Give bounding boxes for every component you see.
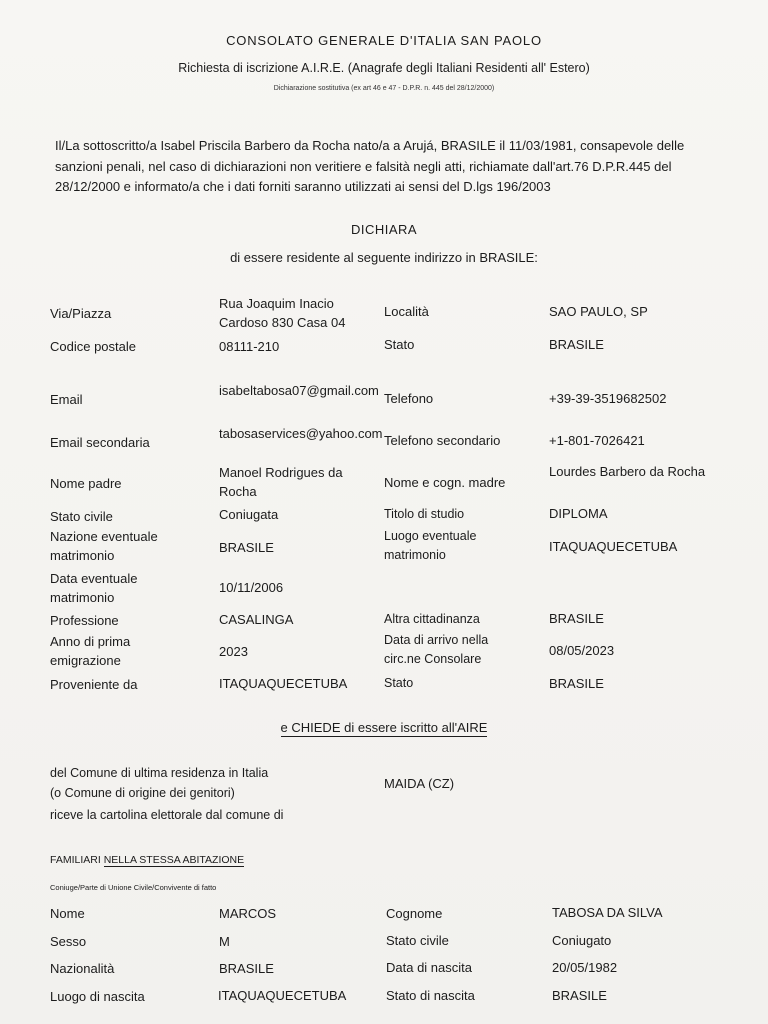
fam-luogo-label: Luogo di nascita [50,989,145,1004]
padre-label: Nome padre [50,476,122,491]
localita-label: Località [384,304,429,319]
anno-emig-value: 2023 [219,644,248,659]
via-label: Via/Piazza [50,306,112,321]
family-title [50,854,244,866]
data-matr-value: 10/11/2006 [219,580,284,595]
fam-civile-label: Stato civile [386,933,449,948]
comune-line2: (o Comune di origine dei genitori) [50,786,235,800]
fam-naz-value: BRASILE [219,961,274,976]
localita-value: SAO PAULO, SP [549,304,648,319]
legal-note: Dichiarazione sostitutiva (ex art 46 e 47 - D.P.R. n. 445 del 28/12/2000) [273,85,495,92]
madre-value: Lourdes Barbero da Rocha [549,464,706,479]
consulate-title: CONSOLATO GENERALE D'ITALIA SAN PAOLO [226,33,542,48]
email2-value: tabosaservices@yahoo.com [219,426,383,441]
comune-value: MAIDA (CZ) [384,776,455,791]
request-title [0,720,768,735]
comune-line3: riceve la cartolina elettorale dal comune di [50,808,284,822]
request-title-text: e CHIEDE di essere iscritto all'AIRE [280,720,488,735]
naz-matr-value: BRASILE [219,540,274,555]
altra-citt-value: BRASILE [549,611,604,626]
family-subtitle: Coniuge/Parte di Unione Civile/Convivente di fatto [50,883,217,892]
luogo-matr-value: ITAQUAQUECETUBA [549,539,678,554]
fam-cognome-value: TABOSA DA SILVA [552,905,663,920]
civile-value: Coniugata [219,507,279,522]
stato-value: BRASILE [549,337,604,352]
stato-label: Stato [384,337,415,352]
professione-label: Professione [50,613,119,628]
studio-value: DIPLOMA [549,506,608,521]
fam-sesso-value: M [219,934,230,949]
proveniente-label: Proveniente da [50,677,138,692]
email2-label: Email secondaria [50,435,150,450]
fam-civile-value: Coniugato [552,933,612,948]
fam-stato-nascita-value: BRASILE [552,988,607,1003]
cap-label: Codice postale [50,339,136,354]
fam-naz-label: Nazionalità [50,961,115,976]
telefono-label: Telefono [384,391,434,406]
arrivo-value: 08/05/2023 [549,643,615,658]
naz-matr-label: Nazione eventuale matrimonio [50,529,158,563]
email-label: Email [50,392,83,407]
telefono2-value: +1-801-7026421 [549,433,645,448]
fam-stato-nascita-label: Stato di nascita [386,988,475,1003]
luogo-matr-label: Luogo eventuale matrimonio [384,529,477,562]
fam-sesso-label: Sesso [50,934,87,949]
padre-value: Manoel Rodrigues da Rocha [219,465,343,499]
civile-label: Stato civile [50,509,113,524]
cap-value: 08111-210 [219,339,280,354]
telefono-value: +39-39-3519682502 [549,391,667,406]
stato2-value: BRASILE [549,676,604,691]
comune-line1: del Comune di ultima residenza in Italia [50,766,269,780]
fam-nome-label: Nome [50,906,85,921]
fam-nascita-label: Data di nascita [386,960,472,975]
telefono2-label: Telefono secondario [384,433,501,448]
stato2-label: Stato [384,676,414,690]
via-value: Rua Joaquim Inacio Cardoso 830 Casa 04 [219,296,346,330]
studio-label: Titolo di studio [384,507,465,521]
altra-citt-label: Altra cittadinanza [384,612,480,626]
intro-paragraph: Il/La sottoscritto/a Isabel Priscila Barbero da Rocha nato/a a Arujá, BRASILE il 11/03/1981, consapevole delle sanzioni penali, nel caso di dichiarazioni non veritiere e falsità negli atti, richiamate dall'art.76 D.P.R.445 del 28/12/2000 e informato/a che i dati forniti saranno utilizzati ai sensi del D.lgs 196/2003 [55,138,685,194]
declaration-title: DICHIARA [350,222,418,237]
fam-nome-value: MARCOS [219,906,277,921]
request-title: Richiesta di iscrizione A.I.R.E. (Anagrafe degli Italiani Residenti all' Estero) [178,61,590,75]
madre-label: Nome e cogn. madre [384,475,506,490]
professione-value: CASALINGA [219,612,294,627]
family-title-part1: FAMILIARI [50,854,104,866]
anno-emig-label: Anno di prima emigrazione [50,634,131,668]
residence-statement: di essere residente al seguente indirizzo in BRASILE: [230,250,538,265]
fam-cognome-label: Cognome [386,906,443,921]
fam-luogo-value: ITAQUAQUECETUBA [218,988,347,1003]
email-value: isabeltabosa07@gmail.com [219,383,379,398]
fam-nascita-value: 20/05/1982 [552,960,618,975]
proveniente-value: ITAQUAQUECETUBA [219,676,348,691]
family-title-part2: NELLA STESSA ABITAZIONE [103,854,245,866]
data-matr-label: Data eventuale matrimonio [50,571,138,605]
arrivo-label: Data di arrivo nella circ.ne Consolare [384,633,489,666]
